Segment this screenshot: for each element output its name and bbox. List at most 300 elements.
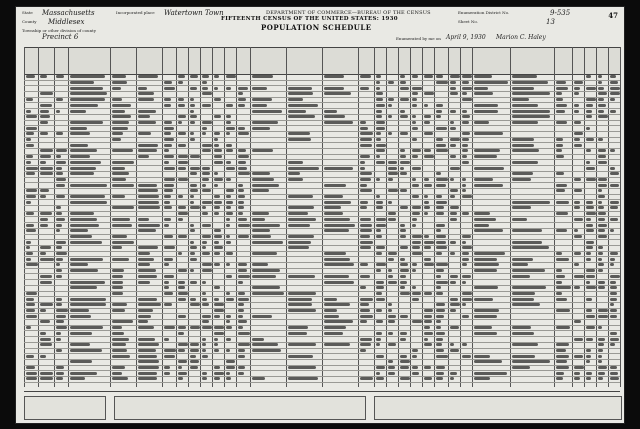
handwriting-entry [400,269,409,272]
handwriting-entry [586,110,592,113]
handwriting-entry [56,338,61,341]
handwriting-entry [400,224,405,227]
sheet-label: Sheet No. [458,19,479,24]
handwriting-entry [412,149,421,152]
handwriting-entry [574,178,582,181]
handwriting-entry [56,275,63,278]
handwriting-entry [56,366,65,369]
handwriting-entry [164,326,176,329]
handwriting-entry [512,75,537,78]
handwriting-entry [178,252,182,255]
handwriting-entry [252,98,272,101]
handwriting-entry [70,184,107,187]
handwriting-entry [40,212,53,215]
handwriting-entry [324,263,355,266]
handwriting-entry [238,161,246,164]
handwriting-entry [556,155,564,158]
handwriting-entry [112,98,122,101]
handwriting-entry [376,309,382,312]
handwriting-entry [202,87,208,90]
handwriting-entry [436,138,443,141]
handwriting-entry [574,338,584,341]
handwriting-entry [70,298,107,301]
handwriting-entry [436,229,442,232]
handwriting-entry [138,229,157,232]
handwriting-entry [252,212,270,215]
handwriting-entry [462,281,466,284]
handwriting-entry [462,144,468,147]
handwriting-entry [164,218,171,221]
handwriting-entry [112,241,134,244]
handwriting-entry [360,201,369,204]
handwriting-entry [226,104,234,107]
handwriting-entry [56,326,68,329]
handwriting-entry [226,252,233,255]
handwriting-entry [288,218,317,221]
handwriting-entry [226,75,236,78]
handwriting-entry [586,372,592,375]
handwriting-entry [610,258,616,261]
handwriting-entry [190,252,195,255]
handwriting-entry [512,218,528,221]
handwriting-entry [400,246,409,249]
handwriting-entry [214,178,224,181]
handwriting-entry [462,235,471,238]
handwriting-entry [164,275,175,278]
handwriting-entry [138,315,152,318]
handwriting-entry [462,155,468,158]
handwriting-entry [412,121,416,124]
handwriting-entry [462,292,472,295]
handwriting-entry [388,366,396,369]
handwriting-entry [388,167,397,170]
handwriting-entry [164,155,174,158]
handwriting-entry [400,355,407,358]
handwriting-entry [512,303,541,306]
handwriting-entry [164,178,176,181]
handwriting-entry [436,343,442,346]
handwriting-entry [70,127,88,130]
handwriting-entry [436,81,448,84]
handwriting-entry [360,286,366,289]
handwriting-entry [450,121,454,124]
handwriting-entry [424,332,433,335]
handwriting-entry [238,292,246,295]
handwriting-entry [178,212,189,215]
handwriting-entry [40,132,49,135]
handwriting-entry [202,281,206,284]
handwriting-entry [512,81,549,84]
handwriting-entry [412,138,418,141]
handwriting-entry [238,349,245,352]
handwriting-entry [512,121,539,124]
handwriting-entry [164,184,174,187]
handwriting-entry [424,292,432,295]
handwriting-entry [388,269,392,272]
handwriting-entry [412,75,418,78]
handwriting-entry [360,75,372,78]
handwriting-entry [436,224,446,227]
handwriting-entry [288,292,316,295]
handwriting-entry [574,320,582,323]
handwriting-entry [70,218,97,221]
handwriting-entry [598,258,603,261]
handwriting-entry [424,338,428,341]
handwriting-entry [214,115,221,118]
handwriting-entry [450,75,460,78]
handwriting-entry [574,110,579,113]
handwriting-entry [474,263,500,266]
enum-district-label: Enumeration District No. [458,10,510,15]
handwriting-entry [412,115,416,118]
handwriting-entry [164,144,172,147]
handwriting-entry [424,315,433,318]
handwriting-entry [450,155,457,158]
handwriting-entry [252,149,274,152]
handwriting-entry [40,115,50,118]
handwriting-entry [376,138,381,141]
handwriting-entry [226,87,232,90]
handwriting-entry [556,275,566,278]
handwriting-entry [190,224,195,227]
handwriting-entry [388,258,395,261]
handwriting-entry [202,326,212,329]
handwriting-entry [202,224,211,227]
handwriting-entry [164,127,175,130]
handwriting-entry [324,275,350,278]
handwriting-entry [376,178,381,181]
handwriting-entry [70,263,88,266]
handwriting-entry [586,161,590,164]
handwriting-entry [138,224,160,227]
handwriting-entry [450,326,459,329]
handwriting-entry [26,224,34,227]
handwriting-entry [190,189,199,192]
handwriting-entry [400,332,407,335]
handwriting-entry [26,195,37,198]
handwriting-entry [214,229,221,232]
handwriting-entry [252,275,277,278]
handwriting-entry [436,75,444,78]
handwriting-entry [586,212,597,215]
handwriting-entry [70,281,105,284]
handwriting-entry [556,258,570,261]
handwriting-entry [586,206,594,209]
handwriting-entry [112,332,125,335]
handwriting-entry [598,252,604,255]
handwriting-entry [360,184,367,187]
handwriting-entry [252,263,268,266]
handwriting-entry [388,81,395,84]
handwriting-entry [112,372,123,375]
handwriting-entry [376,81,380,84]
handwriting-entry [556,172,565,175]
handwriting-entry [202,235,212,238]
handwriting-entry [112,115,132,118]
handwriting-entry [238,104,246,107]
handwriting-entry [70,195,106,198]
handwriting-entry [360,224,373,227]
handwriting-entry [574,252,581,255]
handwriting-entry [512,326,531,329]
handwriting-entry [424,258,431,261]
enumerator-name: Marion C. Haley [496,34,546,41]
handwriting-entry [586,355,592,358]
handwriting-entry [56,132,64,135]
handwriting-entry [450,195,455,198]
handwriting-entry [40,121,49,124]
handwriting-entry [56,218,66,221]
handwriting-entry [462,132,471,135]
handwriting-entry [214,298,219,301]
handwriting-entry [598,184,607,187]
handwriting-entry [202,127,207,130]
handwriting-entry [252,189,270,192]
handwriting-entry [586,315,595,318]
handwriting-entry [252,110,283,113]
handwriting-entry [436,241,447,244]
handwriting-entry [252,172,270,175]
handwriting-entry [56,75,65,78]
handwriting-entry [252,127,271,130]
handwriting-entry [238,167,247,170]
handwriting-entry [424,149,431,152]
handwriting-entry [598,355,603,358]
handwriting-entry [574,138,581,141]
handwriting-entry [26,110,32,113]
handwriting-entry [164,98,172,101]
handwriting-entry [610,81,619,84]
handwriting-entry [190,155,201,158]
handwriting-entry [164,224,169,227]
handwriting-entry [112,206,134,209]
handwriting-entry [424,263,435,266]
handwriting-entry [388,281,398,284]
state-label: State [22,10,33,15]
handwriting-entry [164,138,174,141]
handwriting-entry [164,338,170,341]
handwriting-entry [56,269,62,272]
footer-instructions-box [24,396,106,420]
handwriting-entry [610,184,619,187]
handwriting-entry [178,349,185,352]
handwriting-entry [474,184,503,187]
handwriting-entry [214,132,220,135]
handwriting-entry [376,343,381,346]
handwriting-entry [112,292,124,295]
handwriting-entry [324,343,351,346]
handwriting-entry [512,269,546,272]
handwriting-entry [462,246,472,249]
handwriting-entry [598,138,604,141]
handwriting-entry [190,206,200,209]
handwriting-entry [556,269,563,272]
census-sheet [15,6,625,424]
handwriting-entry [400,258,405,261]
handwriting-entry [412,155,418,158]
handwriting-entry [424,92,435,95]
handwriting-entry [40,343,53,346]
handwriting-entry [202,355,209,358]
handwriting-entry [164,281,170,284]
handwriting-entry [288,132,311,135]
handwriting-entry [214,326,225,329]
handwriting-entry [138,360,159,363]
handwriting-entry [324,309,338,312]
handwriting-entry [436,263,448,266]
handwriting-entry [436,184,446,187]
handwriting-entry [190,138,196,141]
handwriting-entry [450,127,456,130]
handwriting-entry [238,281,243,284]
handwriting-entry [138,320,148,323]
handwriting-entry [424,121,430,124]
handwriting-entry [226,149,233,152]
handwriting-entry [598,155,606,158]
handwriting-entry [202,92,213,95]
handwriting-entry [474,121,490,124]
handwriting-entry [164,235,173,238]
handwriting-entry [436,201,447,204]
enumerated-label: Enumerated by me on [396,36,441,41]
handwriting-entry [288,275,316,278]
handwriting-entry [436,149,448,152]
handwriting-entry [238,275,250,278]
handwriting-entry [202,241,207,244]
handwriting-entry [574,275,585,278]
handwriting-entry [586,229,595,232]
handwriting-entry [512,292,535,295]
handwriting-entry [360,161,366,164]
handwriting-entry [610,110,617,113]
handwriting-entry [190,229,195,232]
handwriting-entry [214,201,222,204]
handwriting-entry [376,87,380,90]
handwriting-entry [40,110,50,113]
handwriting-entry [70,110,87,113]
handwriting-entry [474,286,499,289]
handwriting-entry [226,178,231,181]
handwriting-entry [574,286,580,289]
handwriting-entry [164,161,169,164]
handwriting-entry [412,184,419,187]
handwriting-entry [40,355,46,358]
handwriting-entry [190,87,197,90]
handwriting-entry [474,149,500,152]
handwriting-entry [474,298,494,301]
handwriting-entry [436,315,445,318]
handwriting-entry [112,167,126,170]
handwriting-entry [360,298,374,301]
handwriting-entry [112,326,122,329]
handwriting-entry [26,298,34,301]
handwriting-entry [610,338,620,341]
handwriting-entry [324,218,351,221]
handwriting-entry [376,121,385,124]
handwriting-entry [400,155,407,158]
handwriting-entry [138,343,159,346]
handwriting-entry [512,246,550,249]
handwriting-entry [56,110,61,113]
handwriting-entry [56,206,61,209]
handwriting-entry [178,75,185,78]
handwriting-entry [436,235,446,238]
handwriting-entry [40,275,53,278]
handwriting-entry [178,81,184,84]
handwriting-entry [556,343,569,346]
handwriting-entry [202,81,208,84]
handwriting-entry [598,326,602,329]
handwriting-entry [360,178,372,181]
handwriting-entry [474,332,498,335]
handwriting-entry [474,167,504,170]
handwriting-entry [424,377,432,380]
handwriting-entry [70,149,98,152]
handwriting-entry [56,252,67,255]
handwriting-entry [324,258,351,261]
handwriting-entry [598,269,604,272]
handwriting-entry [376,252,383,255]
handwriting-entry [360,338,372,341]
handwriting-entry [324,201,351,204]
handwriting-entry [226,224,231,227]
handwriting-entry [70,98,105,101]
handwriting-entry [474,258,498,261]
handwriting-entry [324,75,345,78]
handwriting-entry [26,212,35,215]
handwriting-entry [26,355,34,358]
handwriting-entry [226,326,233,329]
handwriting-entry [226,377,231,380]
handwriting-entry [202,263,212,266]
handwriting-entry [70,332,93,335]
handwriting-entry [388,104,393,107]
handwriting-entry [164,355,175,358]
handwriting-entry [450,372,458,375]
handwriting-entry [598,178,607,181]
handwriting-entry [412,87,422,90]
county-value: Middlesex [48,18,85,26]
handwriting-entry [512,263,529,266]
handwriting-entry [56,195,65,198]
handwriting-entry [598,81,602,84]
handwriting-entry [474,87,489,90]
handwriting-entry [400,149,405,152]
handwriting-entry [376,218,386,221]
handwriting-entry [462,110,468,113]
handwriting-entry [252,218,265,221]
handwriting-entry [40,161,47,164]
handwriting-entry [412,355,418,358]
handwriting-entry [462,184,467,187]
handwriting-entry [190,121,196,124]
handwriting-entry [360,144,372,147]
handwriting-entry [376,355,385,358]
handwriting-entry [598,366,607,369]
handwriting-entry [412,224,417,227]
handwriting-entry [598,349,603,352]
handwriting-entry [252,349,281,352]
handwriting-entry [112,286,124,289]
handwriting-entry [238,366,245,369]
handwriting-entry [474,92,494,95]
handwriting-entry [252,338,265,341]
handwriting-entry [40,332,46,335]
handwriting-entry [252,229,271,232]
handwriting-entry [462,258,469,261]
handwriting-entry [586,224,594,227]
handwriting-entry [412,212,420,215]
